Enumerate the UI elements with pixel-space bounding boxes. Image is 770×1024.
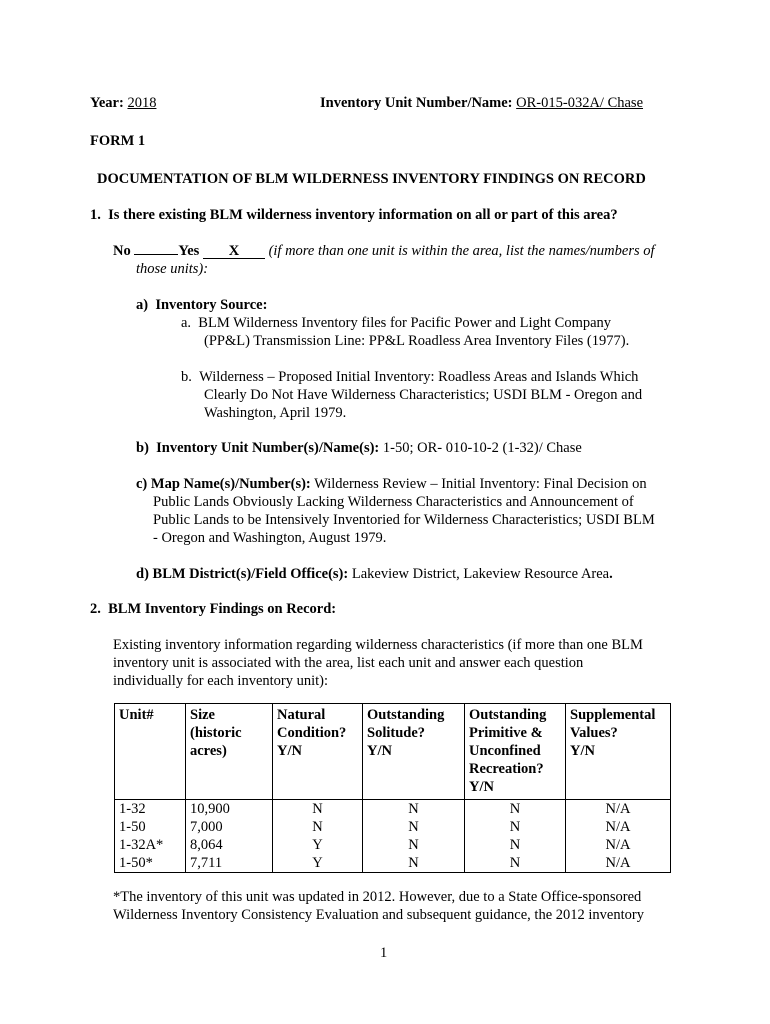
yes-no-line (113, 242, 655, 260)
col-header-solitude: Outstanding Solitude? Y/N (363, 704, 465, 800)
page-number: 1 (380, 945, 388, 961)
no-label: No (113, 243, 131, 259)
multi-unit-note-cont: those units): (136, 261, 209, 277)
yes-blank: X (203, 244, 265, 259)
col-header-recreation: Outstanding Primitive & Unconfined Recreation? Y/N (465, 704, 566, 800)
map-names-line-2: Public Lands Obviously Lacking Wilderness Characteristics and Announcement of (153, 494, 634, 510)
col-header-unit: Unit# (115, 704, 186, 800)
col-header-supplemental: Supplemental Values? Y/N (566, 704, 671, 800)
unit-numbers-value: 1-50; OR- 010-10-2 (1-32)/ Chase (379, 440, 582, 456)
source-b-line-1: b. Wilderness – Proposed Initial Inventory: Roadless Areas and Islands Which (181, 369, 639, 385)
source-b-line-3: Washington, April 1979. (204, 405, 347, 421)
multi-unit-note: (if more than one unit is within the area, list the names/numbers of (268, 243, 655, 259)
unit-numbers-line (136, 439, 582, 457)
yes-label: Yes (178, 243, 200, 259)
table-header-row (115, 704, 671, 800)
map-names-line-4: - Oregon and Washington, August 1979. (153, 530, 387, 546)
district-line (136, 565, 613, 583)
map-names-value: Wilderness Review – Initial Inventory: Final Decision on (310, 476, 647, 492)
col-header-size: Size (historic acres) (186, 704, 273, 800)
question-1-heading: 1. Is there existing BLM wilderness inventory information on all or part of this area? (90, 207, 618, 223)
no-blank (134, 254, 178, 255)
district-value: Lakeview District, Lakeview Resource Area (348, 566, 610, 582)
map-names-line-3: Public Lands to be Intensively Inventoried for Wilderness Characteristics; USDI BLM (153, 512, 655, 528)
source-b-line-2: Clearly Do Not Have Wilderness Characteristics; USDI BLM - Oregon and (204, 387, 643, 403)
q2-intro-line-2: inventory unit is associated with the area, list each unit and answer each question (113, 655, 584, 671)
q2-intro-line-3: individually for each inventory unit): (113, 673, 329, 689)
col-header-natural: Natural Condition? Y/N (273, 704, 363, 800)
district-period: . (609, 566, 613, 582)
inventory-unit-field (320, 94, 643, 112)
table-row: 1-32A* 8,064 Y N N N/A (115, 836, 671, 854)
footnote-line-1: *The inventory of this unit was updated in 2012. However, due to a State Office-sponsored (113, 889, 642, 905)
q2-intro-line-1: Existing inventory information regarding wilderness characteristics (if more than one BLM (113, 637, 643, 653)
footnote-line-2: Wilderness Inventory Consistency Evaluation and subsequent guidance, the 2012 inventory (113, 907, 644, 923)
district-label: d) BLM District(s)/Field Office(s): (136, 566, 349, 582)
question-2-heading: 2. BLM Inventory Findings on Record: (90, 601, 337, 617)
table-row: 1-50 7,000 N N N N/A (115, 818, 671, 836)
table-row: 1-50* 7,711 Y N N N/A (115, 854, 671, 873)
inventory-source-label: a) Inventory Source: (136, 297, 268, 313)
map-names-line-1 (136, 475, 647, 493)
map-names-label: c) Map Name(s)/Number(s): (136, 476, 311, 492)
inventory-unit-value: OR-015-032A/ Chase (516, 95, 644, 111)
inventory-findings-table (114, 703, 671, 873)
year-value: 2018 (127, 95, 157, 111)
table-row: 1-32 10,900 N N N N/A (115, 800, 671, 819)
year-label: Year: (90, 95, 124, 111)
source-a-line-2: (PP&L) Transmission Line: PP&L Roadless Area Inventory Files (1977). (204, 333, 630, 349)
inventory-unit-label: Inventory Unit Number/Name: (320, 95, 513, 111)
year-field (90, 94, 156, 112)
document-title: DOCUMENTATION OF BLM WILDERNESS INVENTORY FINDINGS ON RECORD (97, 171, 646, 187)
unit-numbers-label: b) Inventory Unit Number(s)/Name(s): (136, 440, 380, 456)
source-a-line-1: a. BLM Wilderness Inventory files for Pacific Power and Light Company (181, 315, 612, 331)
form-title: FORM 1 (90, 133, 146, 149)
